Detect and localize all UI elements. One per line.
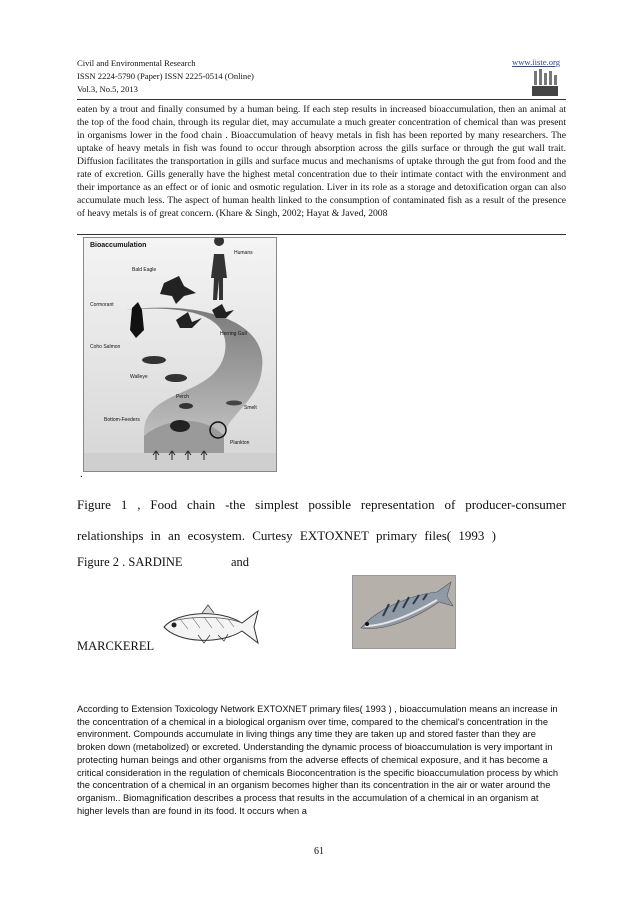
label-cormorant: Cormorant — [90, 302, 114, 308]
website-link[interactable]: www.iiste.org — [512, 57, 560, 67]
figure-2-caption: Figure 2 . SARDINE — [77, 555, 183, 569]
body-paragraph-2: According to Extension Toxicology Network EXTOXNET primary files( 1993 ) , bioaccumulation means an increase in the concentration of a chemical in a biological organism over time, compared to the chemical's concentration in the environment. Compounds accumulate in living things any time they are taken up and stored faster than they are broken down (metabolized) or excreted. Understanding the dynamic process of bioaccumulation is very important in protecting human beings and other organisms from the adverse effects of chemical exposure, and it has become a critical consideration in the regulation of chemicals Bioconcentration is the specific bioaccumulation process by which the concentration of a chemical in an organism becomes higher than its concentration in the air or water around the organism.. Biomagnification describes a process that results in the accumulation of a chemical in an organism at higher levels than are found in its food. It occurs when a — [77, 704, 559, 816]
header-rule — [77, 99, 566, 100]
label-coho-salmon: Coho Salmon — [90, 344, 121, 350]
bottom-feeder-icon — [170, 420, 190, 432]
label-humans: Humans — [234, 250, 253, 256]
figure-1-caption: Figure 1 , Food chain -the simplest possible representation of producer-consumer relationships in an ecosystem. Curtesy EXTOXNET primary files( 1993 ) — [77, 497, 566, 543]
issn-line: ISSN 2224-5790 (Paper) ISSN 2225-0514 (Online) — [77, 71, 254, 81]
label-perch: Perch — [176, 394, 190, 400]
label-smelt: Smelt — [244, 405, 257, 411]
label-bottom-feeders: Bottom-Feeders — [104, 417, 140, 423]
volume-line: Vol.3, No.5, 2013 — [77, 84, 138, 94]
salmon-icon — [142, 356, 166, 364]
figure-2-caption-mackerel: MARCKEREL — [77, 639, 155, 653]
figure-2-caption-and: and — [231, 555, 250, 569]
bioaccumulation-figure — [83, 237, 277, 472]
body-paragraph-1: eaten by a trout and finally consumed by a human being. If each step results in increased bioaccumulation, then an animal at the top of the food chain, through its regular diet, may accumulate a much greater concentration of chemical than was present in organisms lower in the food chain . Bioaccumulation of heavy metals in fish has been reported by many researchers. The uptake of heavy metals in fish was found to occur through absorption across the gills surface or through the gut wall trait. Diffusion facilitates the transportation in gills and surface mucus and mechanisms of uptake through the gut from food and the rate of excretion. Gills generally have the highest metal concentration due to their intimate contact with the environment and their importance as an effect or of ionic and osmotic regulation. Liver in its role as a storage and detoxification organ can also accumulate much less. The aspect of human health linked to the consumption of contaminated fish as a result of the presence of heavy metals is of great concern. (Khare & Singh, 2002; Hayat & Javed, 2008 — [77, 104, 566, 219]
smelt-icon — [226, 401, 242, 406]
figure-bullet: . — [80, 468, 83, 480]
walleye-icon — [165, 374, 187, 382]
label-plankton: Plankton — [230, 440, 250, 446]
label-herring-gull: Herring Gull — [220, 331, 247, 337]
page-number: 61 — [314, 846, 324, 857]
label-walleye: Walleye — [130, 374, 148, 380]
journal-name: Civil and Environmental Research — [77, 58, 196, 68]
figure-title: Bioaccumulation — [90, 242, 147, 249]
paragraph-rule — [77, 234, 566, 235]
iiste-logo — [531, 69, 559, 97]
perch-icon — [179, 403, 193, 409]
mackerel-image — [352, 575, 456, 649]
sardine-image — [158, 601, 264, 653]
label-bald-eagle: Bald Eagle — [132, 267, 157, 273]
